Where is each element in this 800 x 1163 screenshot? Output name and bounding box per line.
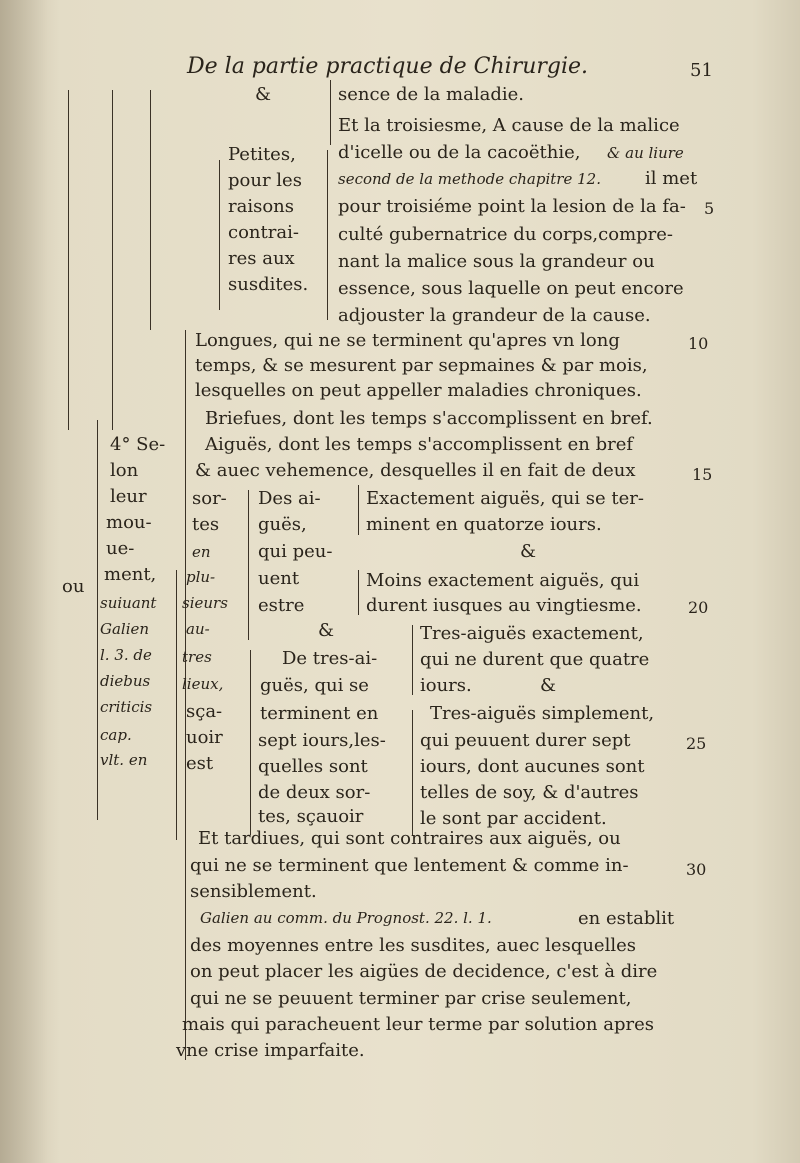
dur-tres-simple-3: iours, dont aucunes sont: [420, 756, 645, 777]
main-line-8: essence, sous laquelle on peut encore: [338, 278, 684, 299]
petites-line-5: res aux: [228, 248, 295, 269]
galien-ref-4: diebus: [100, 672, 151, 690]
petites-line-2: pour les: [228, 170, 302, 191]
line-number-25: 25: [686, 734, 707, 753]
bottom-line-2: des moyennes entre les susdites, auec lesquelles: [190, 935, 636, 956]
de-tres-aigues-2: guës, qui se: [260, 675, 369, 696]
page-number: 51: [690, 60, 713, 81]
dur-longues-3: lesquelles on peut appeller maladies chroniques.: [195, 380, 642, 401]
galien-ref-1: suiuant: [100, 594, 157, 612]
running-title: De la partie practique de Chirurgie.: [187, 54, 589, 79]
outer-rule-1: [68, 90, 69, 430]
bottom-line-5: mais qui paracheuent leur terme par solution apres: [182, 1014, 654, 1035]
des-aigues-4: uent: [258, 568, 300, 589]
galien-ref-5: criticis: [100, 698, 153, 716]
dur-tardiues-2: qui ne se terminent que lentement & comme in-: [190, 855, 629, 876]
des-aigues-5: estre: [258, 595, 305, 616]
left-col-3: leur: [110, 486, 147, 507]
bottom-line-6: vne crise imparfaite.: [176, 1040, 365, 1061]
line-number-15: 15: [692, 465, 713, 484]
dur-exact-2: minent en quatorze iours.: [366, 514, 602, 535]
sortes-brace: [248, 490, 249, 640]
dur-tres-simple-5: le sont par accident.: [420, 808, 607, 829]
plusieurs-2: plu-: [186, 568, 216, 586]
main-line-3b: & au liure: [607, 144, 684, 162]
main-line-6: culté gubernatrice du corps,compre-: [338, 224, 673, 245]
ampersand-top: &: [255, 84, 272, 105]
line-number-10: 10: [688, 334, 709, 353]
main-line-5: pour troisiéme point la lesion de la fa-: [338, 196, 686, 217]
dur-tres-exact-3: iours.: [420, 675, 472, 696]
page-gutter-shadow: [0, 0, 60, 1163]
bottom-line-3: on peut placer les aigües de decidence, c'est à dire: [190, 961, 658, 982]
dur-aigues-1: Aiguës, dont les temps s'accomplissent en bref: [205, 434, 634, 455]
main-line-9: adjouster la grandeur de la cause.: [338, 305, 651, 326]
dur-aigues-2: & auec vehemence, desquelles il en fait de deux: [195, 460, 636, 481]
left-col-brace: [97, 420, 98, 820]
dur-tres-simple-2: qui peuuent durer sept: [420, 730, 631, 751]
left-col-4: mou-: [106, 512, 152, 533]
des-aigues-brace-1: [358, 485, 359, 535]
dur-longues-1: Longues, qui ne se terminent qu'apres vn long: [195, 330, 620, 351]
main-brace-top: [330, 80, 331, 145]
and-mark-2: &: [318, 620, 335, 641]
petites-line-4: contrai-: [228, 222, 299, 243]
main-brace: [327, 150, 328, 320]
dur-exact-1: Exactement aiguës, qui se ter-: [366, 488, 644, 509]
plusieurs-6: lieux,: [182, 675, 224, 693]
des-aigues-brace-2: [358, 570, 359, 615]
de-tres-aigues-5: quelles sont: [258, 756, 368, 777]
galien-ref-2: Galien: [100, 620, 150, 638]
plusieurs-8: uoir: [186, 727, 223, 748]
petites-brace: [219, 160, 220, 310]
outer-rule-2: [112, 90, 113, 430]
de-tres-aigues-7: tes, sçauoir: [258, 806, 364, 827]
plusieurs-1: en: [192, 543, 211, 561]
dur-tres-simple-1: Tres-aiguës simplement,: [430, 703, 655, 724]
dur-tres-exact-2: qui ne durent que quatre: [420, 649, 650, 670]
line-number-30: 30: [686, 860, 707, 879]
and-mark-1: &: [520, 541, 537, 562]
galien-brace: [176, 570, 177, 840]
left-col-6: ment,: [104, 564, 157, 585]
bottom-line-1b: en establit: [578, 908, 675, 929]
main-line-7: nant la malice sous la grandeur ou: [338, 251, 655, 272]
galien-ref-7: vlt. en: [100, 751, 148, 769]
de-tres-aigues-1: De tres-ai-: [282, 648, 378, 669]
left-col-2: lon: [110, 460, 139, 481]
galien-ref-6: cap.: [100, 726, 132, 744]
main-line-1: sence de la maladie.: [338, 84, 524, 105]
petites-line-3: raisons: [228, 196, 294, 217]
de-tres-aigues-6: de deux sor-: [258, 782, 371, 803]
tres-aigues-sub-brace-2: [412, 710, 413, 835]
plusieurs-9: est: [186, 753, 214, 774]
line-number-5: 5: [704, 199, 715, 218]
dur-moins-2: durent iusques au vingtiesme.: [366, 595, 642, 616]
des-aigues-1: Des ai-: [258, 488, 321, 509]
dur-tardiues-3: sensiblement.: [190, 881, 317, 902]
left-col-ou: ou: [62, 576, 85, 597]
dur-tardiues-1: Et tardiues, qui sont contraires aux aiguës, ou: [198, 828, 621, 849]
plusieurs-5: tres: [182, 648, 212, 666]
plusieurs-3: sieurs: [182, 594, 228, 612]
dur-briefues: Briefues, dont les temps s'accomplissent en bref.: [205, 408, 653, 429]
petites-line-6: susdites.: [228, 274, 309, 295]
outer-rule-3: [150, 90, 151, 330]
main-line-4: second de la methode chapitre 12.: [338, 170, 601, 188]
de-tres-aigues-4: sept iours,les-: [258, 730, 386, 751]
sortes-2: tes: [192, 514, 220, 535]
des-aigues-3: qui peu-: [258, 541, 333, 562]
de-tres-aigues-3: terminent en: [260, 703, 379, 724]
dur-tres-simple-4: telles de soy, & d'autres: [420, 782, 639, 803]
and-mark-3: &: [540, 675, 557, 696]
main-line-2: Et la troisiesme, A cause de la malice: [338, 115, 680, 136]
galien-ref-3: l. 3. de: [100, 646, 152, 664]
main-line-4b: il met: [645, 168, 698, 189]
plusieurs-4: au-: [186, 620, 210, 638]
plusieurs-7: sça-: [186, 701, 223, 722]
line-number-20: 20: [688, 598, 709, 617]
tres-aigues-brace: [250, 650, 251, 835]
tres-aigues-sub-brace-1: [412, 625, 413, 695]
dur-longues-2: temps, & se mesurent par sepmaines & par mois,: [195, 355, 648, 376]
des-aigues-2: guës,: [258, 514, 307, 535]
left-col-5: ue-: [106, 538, 135, 559]
dur-moins-1: Moins exactement aiguës, qui: [366, 570, 640, 591]
main-line-3: d'icelle ou de la cacoëthie,: [338, 142, 581, 163]
bottom-line-1: Galien au comm. du Prognost. 22. l. 1.: [200, 909, 492, 927]
sortes-1: sor-: [192, 488, 227, 509]
petites-line-1: Petites,: [228, 144, 296, 165]
left-col-1: 4° Se-: [110, 434, 166, 455]
durations-brace: [185, 330, 186, 1060]
dur-tres-exact-1: Tres-aiguës exactement,: [420, 623, 644, 644]
bottom-line-4: qui ne se peuuent terminer par crise seulement,: [190, 988, 632, 1009]
